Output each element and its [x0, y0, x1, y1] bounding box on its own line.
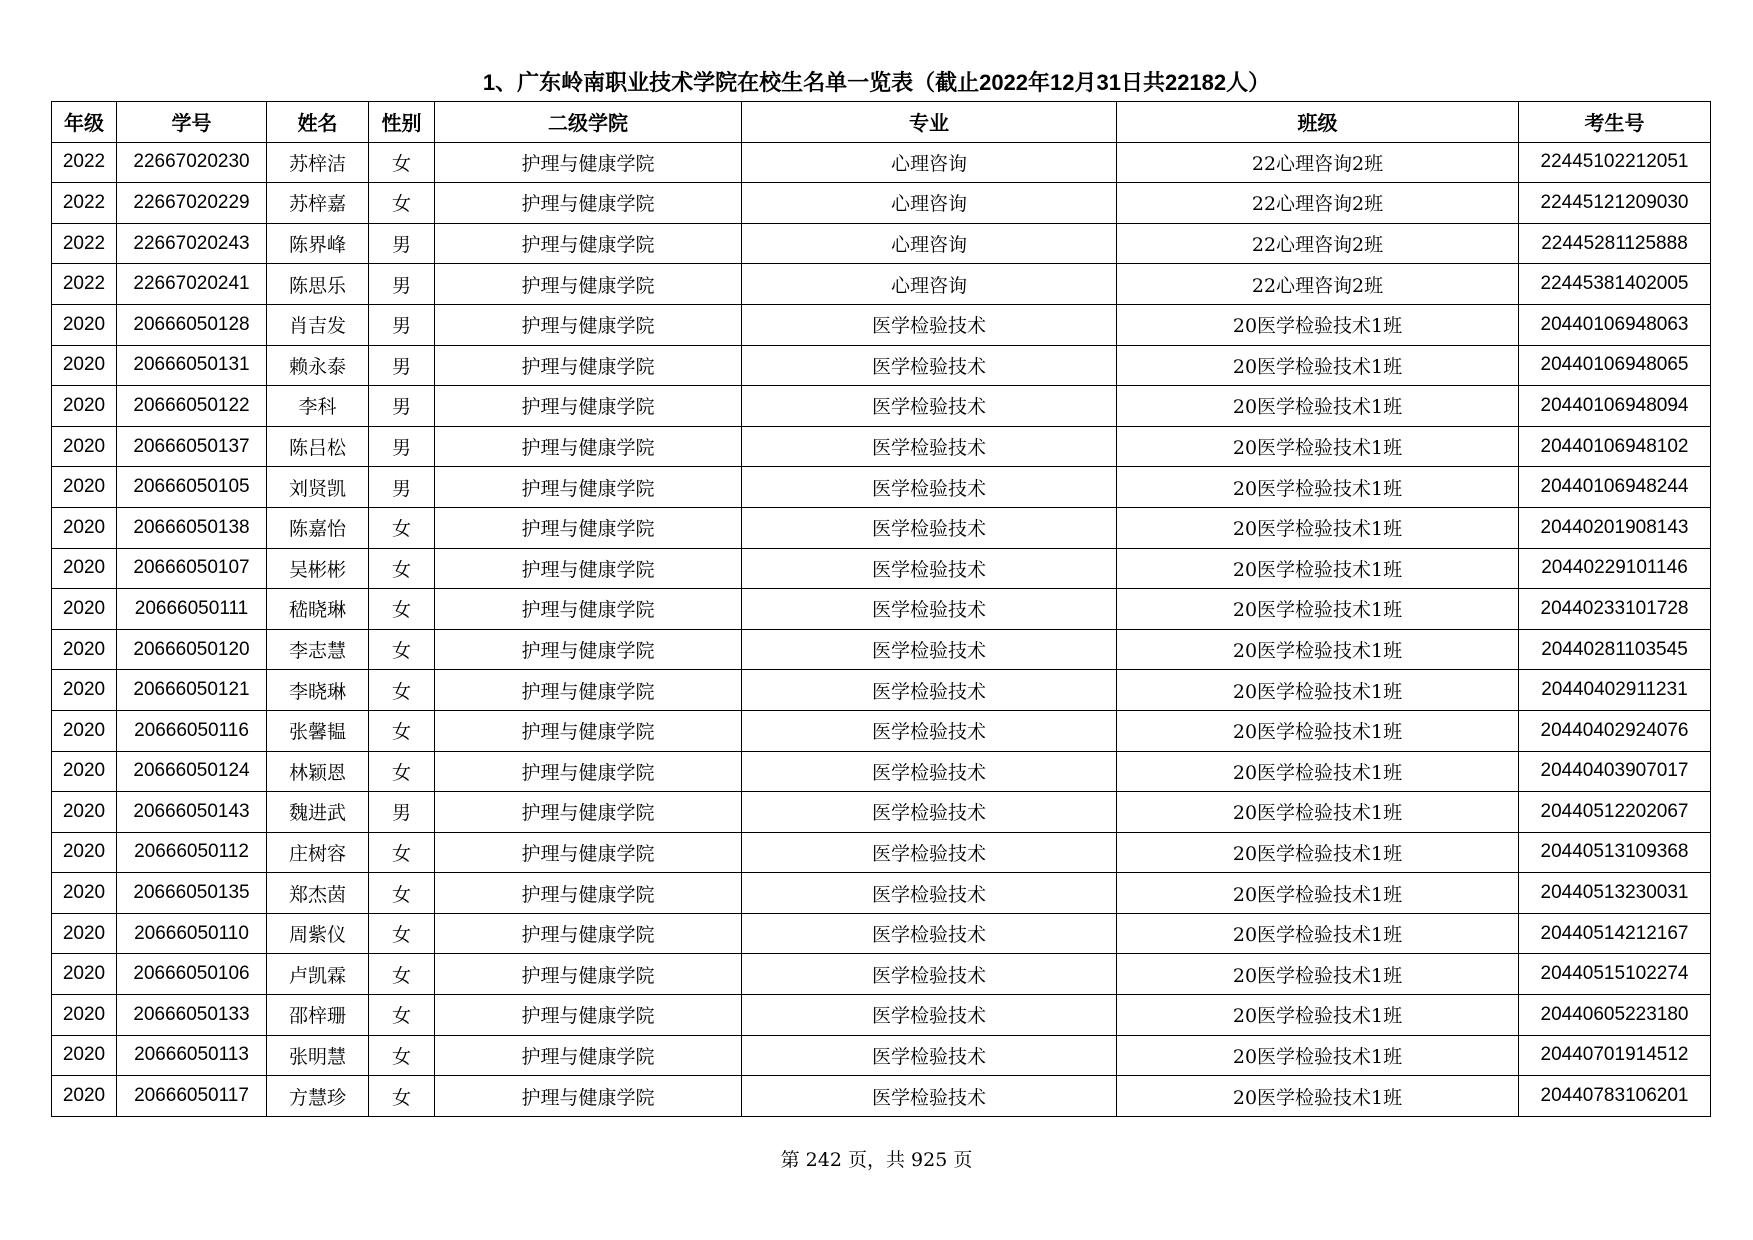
cell-gender: 男	[369, 467, 435, 508]
cell-grade: 2022	[52, 264, 117, 305]
cell-major: 医学检验技术	[742, 426, 1117, 467]
cell-class: 20医学检验技术1班	[1117, 710, 1519, 751]
table-row	[52, 792, 1711, 833]
cell-class: 20医学检验技术1班	[1117, 386, 1519, 427]
cell-exam-number: 20440515102274	[1519, 954, 1711, 995]
header-name: 姓名	[267, 102, 369, 143]
cell-major: 医学检验技术	[742, 792, 1117, 833]
cell-exam-number: 20440233101728	[1519, 589, 1711, 630]
cell-class: 22心理咨询2班	[1117, 264, 1519, 305]
cell-class: 20医学检验技术1班	[1117, 304, 1519, 345]
cell-grade: 2020	[52, 1035, 117, 1076]
cell-major: 医学检验技术	[742, 467, 1117, 508]
cell-student-id: 22667020229	[117, 183, 267, 224]
cell-grade: 2022	[52, 183, 117, 224]
cell-college: 护理与健康学院	[435, 589, 742, 630]
cell-grade: 2020	[52, 467, 117, 508]
cell-class: 20医学检验技术1班	[1117, 629, 1519, 670]
table-row	[52, 386, 1711, 427]
cell-grade: 2020	[52, 304, 117, 345]
table-row	[52, 995, 1711, 1036]
cell-student-id: 20666050107	[117, 548, 267, 589]
cell-exam-number: 20440512202067	[1519, 792, 1711, 833]
cell-major: 医学检验技术	[742, 386, 1117, 427]
cell-gender: 男	[369, 223, 435, 264]
cell-student-id: 20666050117	[117, 1076, 267, 1117]
cell-class: 22心理咨询2班	[1117, 142, 1519, 183]
table-row	[52, 548, 1711, 589]
cell-grade: 2020	[52, 386, 117, 427]
cell-name: 苏梓洁	[267, 142, 369, 183]
cell-exam-number: 20440605223180	[1519, 995, 1711, 1036]
cell-college: 护理与健康学院	[435, 386, 742, 427]
table-header-row	[52, 102, 1711, 143]
cell-class: 20医学检验技术1班	[1117, 507, 1519, 548]
table-row	[52, 873, 1711, 914]
cell-gender: 女	[369, 751, 435, 792]
cell-college: 护理与健康学院	[435, 304, 742, 345]
table-row	[52, 264, 1711, 305]
cell-college: 护理与健康学院	[435, 1035, 742, 1076]
cell-college: 护理与健康学院	[435, 629, 742, 670]
table-row	[52, 142, 1711, 183]
cell-gender: 女	[369, 589, 435, 630]
cell-class: 22心理咨询2班	[1117, 183, 1519, 224]
cell-college: 护理与健康学院	[435, 548, 742, 589]
cell-class: 20医学检验技术1班	[1117, 954, 1519, 995]
cell-college: 护理与健康学院	[435, 345, 742, 386]
cell-gender: 男	[369, 304, 435, 345]
header-gender: 性别	[369, 102, 435, 143]
cell-name: 庄树容	[267, 832, 369, 873]
page-footer: 第 242 页，共 925 页	[780, 1149, 973, 1171]
cell-student-id: 20666050143	[117, 792, 267, 833]
cell-student-id: 20666050113	[117, 1035, 267, 1076]
cell-gender: 女	[369, 832, 435, 873]
cell-gender: 女	[369, 142, 435, 183]
header-student-id: 学号	[117, 102, 267, 143]
cell-student-id: 20666050124	[117, 751, 267, 792]
cell-college: 护理与健康学院	[435, 670, 742, 711]
cell-name: 刘贤凯	[267, 467, 369, 508]
cell-gender: 男	[369, 792, 435, 833]
cell-grade: 2020	[52, 1076, 117, 1117]
cell-major: 医学检验技术	[742, 954, 1117, 995]
cell-name: 陈思乐	[267, 264, 369, 305]
table-row	[52, 507, 1711, 548]
cell-exam-number: 22445281125888	[1519, 223, 1711, 264]
cell-name: 陈嘉怡	[267, 507, 369, 548]
cell-gender: 女	[369, 710, 435, 751]
cell-class: 20医学检验技术1班	[1117, 670, 1519, 711]
cell-name: 苏梓嘉	[267, 183, 369, 224]
cell-gender: 女	[369, 913, 435, 954]
cell-grade: 2020	[52, 426, 117, 467]
cell-gender: 女	[369, 954, 435, 995]
cell-name: 陈界峰	[267, 223, 369, 264]
header-class: 班级	[1117, 102, 1519, 143]
cell-grade: 2020	[52, 345, 117, 386]
cell-major: 医学检验技术	[742, 304, 1117, 345]
table-row	[52, 751, 1711, 792]
cell-exam-number: 20440106948063	[1519, 304, 1711, 345]
cell-name: 吴彬彬	[267, 548, 369, 589]
cell-grade: 2020	[52, 548, 117, 589]
cell-grade: 2020	[52, 832, 117, 873]
table-row	[52, 183, 1711, 224]
cell-student-id: 20666050120	[117, 629, 267, 670]
cell-gender: 男	[369, 426, 435, 467]
cell-exam-number: 20440106948102	[1519, 426, 1711, 467]
cell-major: 医学检验技术	[742, 1035, 1117, 1076]
cell-name: 李晓琳	[267, 670, 369, 711]
cell-name: 方慧珍	[267, 1076, 369, 1117]
header-major: 专业	[742, 102, 1117, 143]
cell-college: 护理与健康学院	[435, 913, 742, 954]
table-body	[52, 142, 1711, 1116]
cell-major: 医学检验技术	[742, 913, 1117, 954]
cell-name: 魏进武	[267, 792, 369, 833]
header-college: 二级学院	[435, 102, 742, 143]
cell-student-id: 20666050128	[117, 304, 267, 345]
cell-student-id: 20666050131	[117, 345, 267, 386]
cell-student-id: 20666050116	[117, 710, 267, 751]
cell-class: 20医学检验技术1班	[1117, 751, 1519, 792]
cell-college: 护理与健康学院	[435, 507, 742, 548]
cell-class: 20医学检验技术1班	[1117, 426, 1519, 467]
cell-name: 林颖恩	[267, 751, 369, 792]
cell-class: 20医学检验技术1班	[1117, 792, 1519, 833]
cell-grade: 2020	[52, 954, 117, 995]
cell-grade: 2020	[52, 995, 117, 1036]
cell-college: 护理与健康学院	[435, 954, 742, 995]
cell-major: 医学检验技术	[742, 873, 1117, 914]
cell-name: 邵梓珊	[267, 995, 369, 1036]
cell-class: 20医学检验技术1班	[1117, 467, 1519, 508]
table-row	[52, 1076, 1711, 1117]
table-row	[52, 913, 1711, 954]
student-roster-table	[51, 101, 1711, 1117]
cell-exam-number: 20440201908143	[1519, 507, 1711, 548]
header-grade: 年级	[52, 102, 117, 143]
cell-grade: 2020	[52, 629, 117, 670]
cell-class: 20医学检验技术1班	[1117, 995, 1519, 1036]
cell-gender: 女	[369, 995, 435, 1036]
table-row	[52, 426, 1711, 467]
cell-grade: 2022	[52, 223, 117, 264]
cell-student-id: 20666050137	[117, 426, 267, 467]
cell-grade: 2020	[52, 670, 117, 711]
cell-gender: 男	[369, 386, 435, 427]
cell-exam-number: 22445381402005	[1519, 264, 1711, 305]
cell-college: 护理与健康学院	[435, 1076, 742, 1117]
cell-major: 医学检验技术	[742, 548, 1117, 589]
cell-gender: 男	[369, 264, 435, 305]
cell-class: 20医学检验技术1班	[1117, 345, 1519, 386]
cell-college: 护理与健康学院	[435, 751, 742, 792]
cell-grade: 2020	[52, 913, 117, 954]
cell-major: 医学检验技术	[742, 995, 1117, 1036]
cell-exam-number: 20440106948094	[1519, 386, 1711, 427]
cell-student-id: 20666050106	[117, 954, 267, 995]
cell-name: 李科	[267, 386, 369, 427]
cell-name: 嵇晓琳	[267, 589, 369, 630]
cell-exam-number: 22445121209030	[1519, 183, 1711, 224]
cell-student-id: 20666050110	[117, 913, 267, 954]
cell-major: 心理咨询	[742, 264, 1117, 305]
cell-college: 护理与健康学院	[435, 832, 742, 873]
cell-grade: 2020	[52, 751, 117, 792]
cell-student-id: 20666050105	[117, 467, 267, 508]
cell-gender: 男	[369, 345, 435, 386]
cell-student-id: 20666050122	[117, 386, 267, 427]
cell-exam-number: 20440513230031	[1519, 873, 1711, 914]
cell-major: 医学检验技术	[742, 507, 1117, 548]
cell-major: 医学检验技术	[742, 710, 1117, 751]
cell-gender: 女	[369, 507, 435, 548]
cell-student-id: 20666050112	[117, 832, 267, 873]
cell-class: 20医学检验技术1班	[1117, 873, 1519, 914]
cell-name: 周紫仪	[267, 913, 369, 954]
cell-grade: 2022	[52, 142, 117, 183]
cell-college: 护理与健康学院	[435, 792, 742, 833]
cell-exam-number: 20440281103545	[1519, 629, 1711, 670]
table-row	[52, 304, 1711, 345]
cell-college: 护理与健康学院	[435, 183, 742, 224]
cell-student-id: 20666050121	[117, 670, 267, 711]
cell-grade: 2020	[52, 792, 117, 833]
cell-college: 护理与健康学院	[435, 426, 742, 467]
cell-exam-number: 20440229101146	[1519, 548, 1711, 589]
table-row	[52, 629, 1711, 670]
cell-major: 心理咨询	[742, 183, 1117, 224]
cell-exam-number: 20440402924076	[1519, 710, 1711, 751]
cell-exam-number: 20440403907017	[1519, 751, 1711, 792]
cell-student-id: 22667020243	[117, 223, 267, 264]
cell-class: 20医学检验技术1班	[1117, 1076, 1519, 1117]
cell-name: 张馨韫	[267, 710, 369, 751]
table-row	[52, 223, 1711, 264]
cell-name: 陈吕松	[267, 426, 369, 467]
cell-class: 20医学检验技术1班	[1117, 832, 1519, 873]
cell-major: 医学检验技术	[742, 751, 1117, 792]
cell-grade: 2020	[52, 589, 117, 630]
cell-exam-number: 20440783106201	[1519, 1076, 1711, 1117]
cell-class: 22心理咨询2班	[1117, 223, 1519, 264]
table-row	[52, 467, 1711, 508]
cell-college: 护理与健康学院	[435, 264, 742, 305]
table-row	[52, 832, 1711, 873]
cell-name: 卢凯霖	[267, 954, 369, 995]
cell-major: 医学检验技术	[742, 345, 1117, 386]
cell-major: 医学检验技术	[742, 629, 1117, 670]
cell-gender: 女	[369, 548, 435, 589]
cell-major: 医学检验技术	[742, 589, 1117, 630]
cell-major: 心理咨询	[742, 142, 1117, 183]
cell-name: 李志慧	[267, 629, 369, 670]
cell-grade: 2020	[52, 710, 117, 751]
cell-student-id: 20666050111	[117, 589, 267, 630]
cell-student-id: 22667020230	[117, 142, 267, 183]
cell-student-id: 22667020241	[117, 264, 267, 305]
cell-student-id: 20666050135	[117, 873, 267, 914]
table-row	[52, 1035, 1711, 1076]
cell-exam-number: 22445102212051	[1519, 142, 1711, 183]
cell-gender: 女	[369, 629, 435, 670]
cell-major: 心理咨询	[742, 223, 1117, 264]
cell-major: 医学检验技术	[742, 1076, 1117, 1117]
cell-exam-number: 20440514212167	[1519, 913, 1711, 954]
page-title: 1、广东岭南职业技术学院在校生名单一览表（截止2022年12月31日共22182人）	[482, 70, 1271, 95]
cell-grade: 2020	[52, 507, 117, 548]
cell-gender: 女	[369, 670, 435, 711]
cell-college: 护理与健康学院	[435, 223, 742, 264]
cell-name: 郑杰茵	[267, 873, 369, 914]
cell-exam-number: 20440106948065	[1519, 345, 1711, 386]
cell-college: 护理与健康学院	[435, 710, 742, 751]
table-row	[52, 589, 1711, 630]
cell-college: 护理与健康学院	[435, 995, 742, 1036]
cell-major: 医学检验技术	[742, 670, 1117, 711]
header-exam-number: 考生号	[1519, 102, 1711, 143]
cell-college: 护理与健康学院	[435, 142, 742, 183]
cell-gender: 女	[369, 183, 435, 224]
cell-exam-number: 20440701914512	[1519, 1035, 1711, 1076]
cell-grade: 2020	[52, 873, 117, 914]
cell-exam-number: 20440402911231	[1519, 670, 1711, 711]
cell-exam-number: 20440513109368	[1519, 832, 1711, 873]
cell-gender: 女	[369, 1076, 435, 1117]
cell-college: 护理与健康学院	[435, 467, 742, 508]
table-row	[52, 954, 1711, 995]
cell-gender: 女	[369, 873, 435, 914]
cell-college: 护理与健康学院	[435, 873, 742, 914]
cell-gender: 女	[369, 1035, 435, 1076]
cell-exam-number: 20440106948244	[1519, 467, 1711, 508]
cell-name: 赖永泰	[267, 345, 369, 386]
cell-class: 20医学检验技术1班	[1117, 913, 1519, 954]
table-row	[52, 710, 1711, 751]
cell-class: 20医学检验技术1班	[1117, 1035, 1519, 1076]
cell-class: 20医学检验技术1班	[1117, 548, 1519, 589]
cell-name: 肖吉发	[267, 304, 369, 345]
table-row	[52, 670, 1711, 711]
cell-class: 20医学检验技术1班	[1117, 589, 1519, 630]
cell-student-id: 20666050133	[117, 995, 267, 1036]
cell-major: 医学检验技术	[742, 832, 1117, 873]
cell-student-id: 20666050138	[117, 507, 267, 548]
table-row	[52, 345, 1711, 386]
cell-name: 张明慧	[267, 1035, 369, 1076]
